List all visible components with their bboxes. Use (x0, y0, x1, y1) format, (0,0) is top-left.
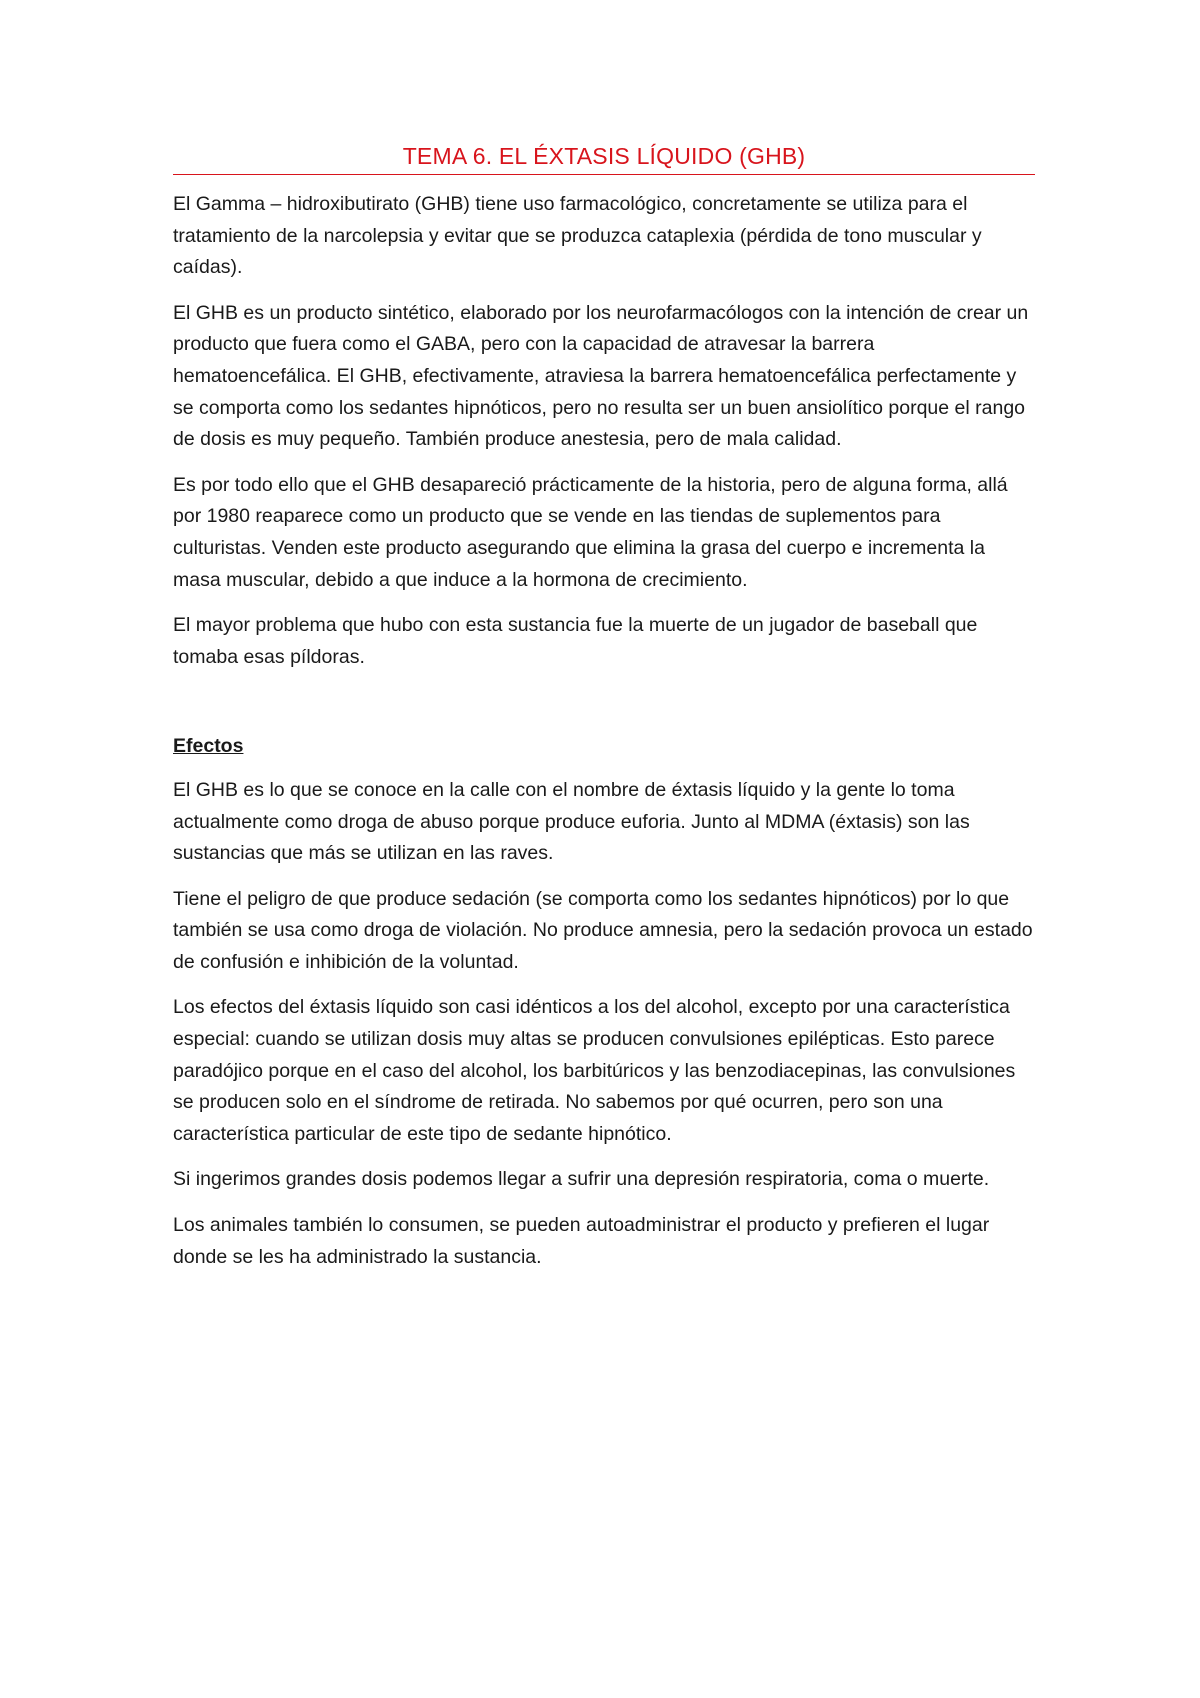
paragraph-intro-4: El mayor problema que hubo con esta sustancia fue la muerte de un jugador de baseball que tomaba esas píldoras. (173, 614, 978, 668)
paragraph-effects-2: Tiene el peligro de que produce sedación (se comporta como los sedantes hipnóticos) por lo que también se usa como droga de violación. No produce amnesia, pero la sedación provoca un estado de confusión e inhibición de la voluntad. (173, 887, 1033, 973)
paragraph-intro-1: El Gamma – hidroxibutirato (GHB) tiene uso farmacológico, concretamente se utiliza para el tratamiento de la narcolepsia y evitar que se produzca cataplexia (pérdida de tono muscular y caídas). (173, 193, 982, 279)
document-body (173, 142, 1035, 1287)
paragraph-intro-2: El GHB es un producto sintético, elaborado por los neurofarmacólogos con la intención de crear un producto que fuera como el GABA, pero con la capacidad de atravesar la barrera hematoencefálica. El GHB, efectivamente, atraviesa la barrera hematoencefálica perfectamente y se comporta como los sedantes hipnóticos, pero no resulta ser un buen ansiolítico porque el rango de dosis es muy pequeño. También produce anestesia, pero de mala calidad. (173, 301, 1029, 451)
section-heading-effects: Efectos (173, 735, 244, 758)
paragraph-effects-4: Si ingerimos grandes dosis podemos llegar a sufrir una depresión respiratoria, coma o muerte. (173, 1168, 990, 1191)
page-title: TEMA 6. EL ÉXTASIS LÍQUIDO (GHB) (402, 143, 806, 169)
paragraph-effects-5: Los animales también lo consumen, se pueden autoadministrar el producto y prefieren el lugar donde se les ha administrado la sustancia. (173, 1214, 990, 1268)
paragraph-effects-1: El GHB es lo que se conoce en la calle con el nombre de éxtasis líquido y la gente lo toma actualmente como droga de abuso porque produce euforia. Junto al MDMA (éxtasis) son las sustancias que más se utilizan en las raves. (173, 778, 970, 865)
paragraph-effects-3: Los efectos del éxtasis líquido son casi idénticos a los del alcohol, excepto por una característica especial: cuando se utilizan dosis muy altas se producen convulsiones epilépticas. Esto parece paradójico porque en el caso del alcohol, los barbitúricos y las benzodiacepinas, las convulsiones se producen solo en el síndrome de retirada. No sabemos por qué ocurren, pero son una característica particular de este tipo de sedante hipnótico. (173, 996, 1016, 1145)
title-underline-rule (173, 174, 1035, 175)
paragraph-intro-3: Es por todo ello que el GHB desapareció prácticamente de la historia, pero de alguna forma, allá por 1980 reaparece como un producto que se vende en las tiendas de suplementos para culturistas. Venden este producto asegurando que elimina la grasa del cuerpo e incrementa la masa muscular, debido a que induce a la hormona de crecimiento. (173, 473, 1008, 591)
